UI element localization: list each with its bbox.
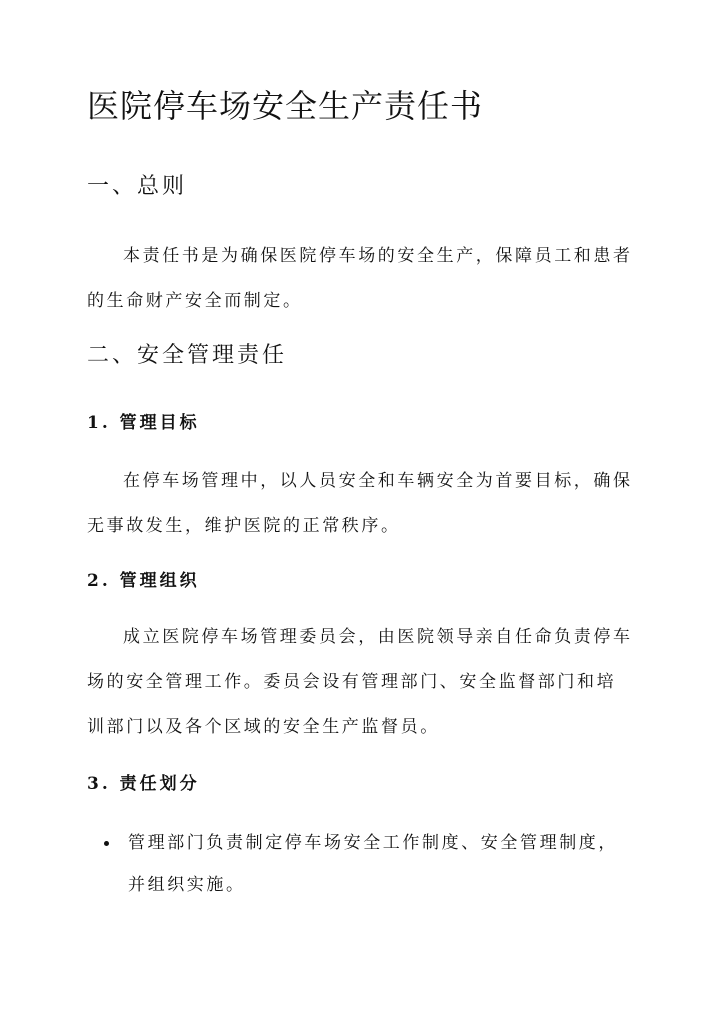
subheading-management-goal: 1. 管理目标 <box>87 413 200 433</box>
subheading-management-organization: 2. 管理组织 <box>87 571 200 591</box>
paragraph-management-organization: 成立医院停车场管理委员会，由医院领导亲自任命负责停车场的安全管理工作。委员会设有管理部门、安全监督部门和培训部门以及各个区域的安全生产监督员。 <box>87 627 633 737</box>
bullet-text: 管理部门负责制定停车场安全工作制度、安全管理制度，并组织实施。 <box>128 833 618 895</box>
paragraph-management-goal: 在停车场管理中，以人员安全和车辆安全为首要目标，确保无事故发生，维护医院的正常秩序。 <box>87 471 633 536</box>
bullet-dot-icon <box>104 841 109 846</box>
document-title: 医院停车场安全生产责任书 <box>87 87 484 125</box>
section-heading-general: 一、总则 <box>87 174 188 199</box>
subheading-responsibility-division: 3. 责任划分 <box>87 774 200 794</box>
section-heading-safety-management: 二、安全管理责任 <box>87 343 288 368</box>
paragraph-general: 本责任书是为确保医院停车场的安全生产，保障员工和患者的生命财产安全而制定。 <box>87 246 633 311</box>
